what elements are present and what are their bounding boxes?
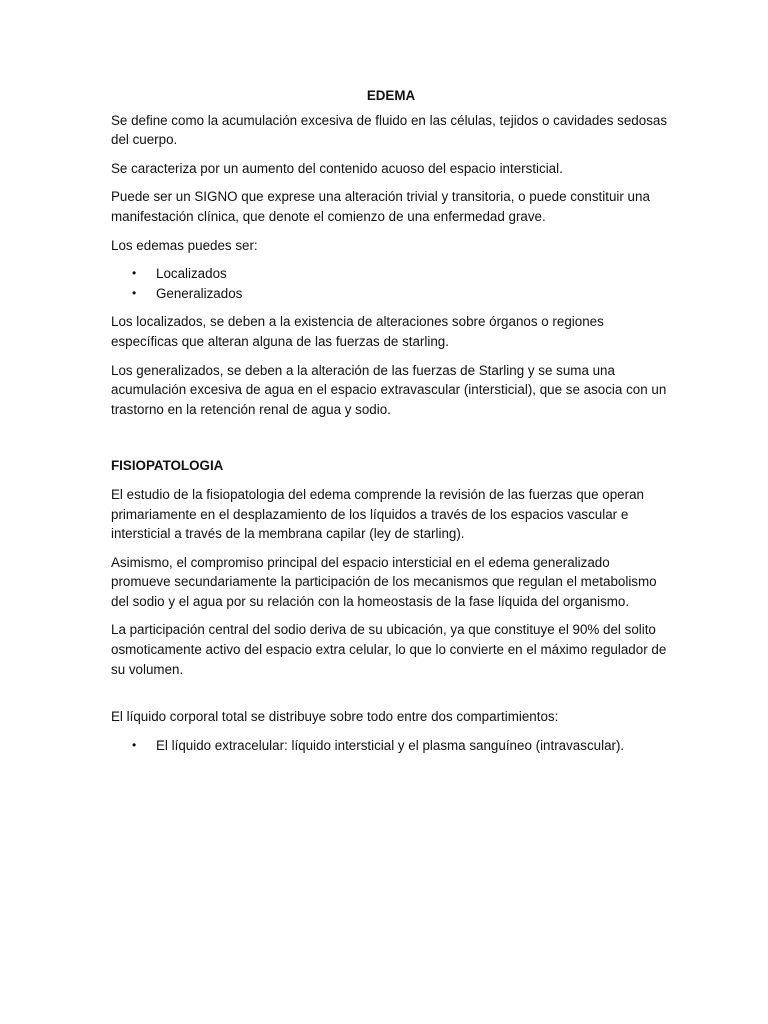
paragraph-sign: Puede ser un SIGNO que exprese una alteración trivial y transitoria, o puede constituir una manifestación clínica, que denote el comienzo de una enfermedad grave. <box>111 189 650 224</box>
section-heading: FISIOPATOLOGIA <box>111 458 224 474</box>
paragraph-study: El estudio de la fisiopatologia del edema comprende la revisión de las fuerzas que operan primariamente en el desplazamiento de los líquidos a través de los espacios vascular e intersticial a través de la membrana capilar (ley de starling). <box>111 486 644 542</box>
spacer <box>111 428 671 456</box>
paragraph-characteristic: Se caracteriza por un aumento del contenido acuoso del espacio intersticial. <box>111 160 563 176</box>
list-item <box>111 736 671 756</box>
edema-types-list <box>111 264 671 303</box>
paragraph-localized: Los localizados, se deben a la existencia de alteraciones sobre órganos o regiones específicas que alteran alguna de las fuerzas de starling. <box>111 314 604 349</box>
bullet-icon: • <box>132 737 137 752</box>
document-content <box>111 86 671 764</box>
paragraph-compromise: Asimismo, el compromiso principal del espacio intersticial en el edema generalizado promueve secundariamente la participación de los mecanismos que regulan el metabolismo del sodio y el agua por su relación con la homeostasis de la fase líquida del organismo. <box>111 554 657 609</box>
list-item-text: Generalizados <box>156 285 243 301</box>
bullet-icon: • <box>132 266 137 281</box>
list-item-text: Localizados <box>156 266 227 282</box>
paragraph-sodium: La participación central del sodio deriva de su ubicación, ya que constituye el 90% del solito osmoticamente activo del espacio extra celular, lo que lo convierte en el máximo regulador de su volumen. <box>111 622 667 677</box>
paragraph-definition: Se define como la acumulación excesiva de fluido en las células, tejidos o cavidades sedosas del cuerpo. <box>111 112 668 148</box>
paragraph-types-intro: Los edemas puedes ser: <box>111 237 258 253</box>
paragraph-body-fluid: El líquido corporal total se distribuye sobre todo entre dos compartimientos: <box>111 709 559 725</box>
spacer <box>111 688 671 707</box>
list-item-text: El líquido extracelular: líquido intersticial y el plasma sanguíneo (intravascular). <box>156 737 625 753</box>
list-item <box>111 284 671 304</box>
compartments-list <box>111 736 671 756</box>
list-item <box>111 264 671 284</box>
document-title: EDEMA <box>366 88 416 103</box>
bullet-icon: • <box>132 285 137 300</box>
paragraph-generalized: Los generalizados, se deben a la alteración de las fuerzas de Starling y se suma una acumulación excesiva de agua en el espacio extravascular (intersticial), que se asocia con un trastorno en la retención renal de agua y sodio. <box>111 362 667 417</box>
